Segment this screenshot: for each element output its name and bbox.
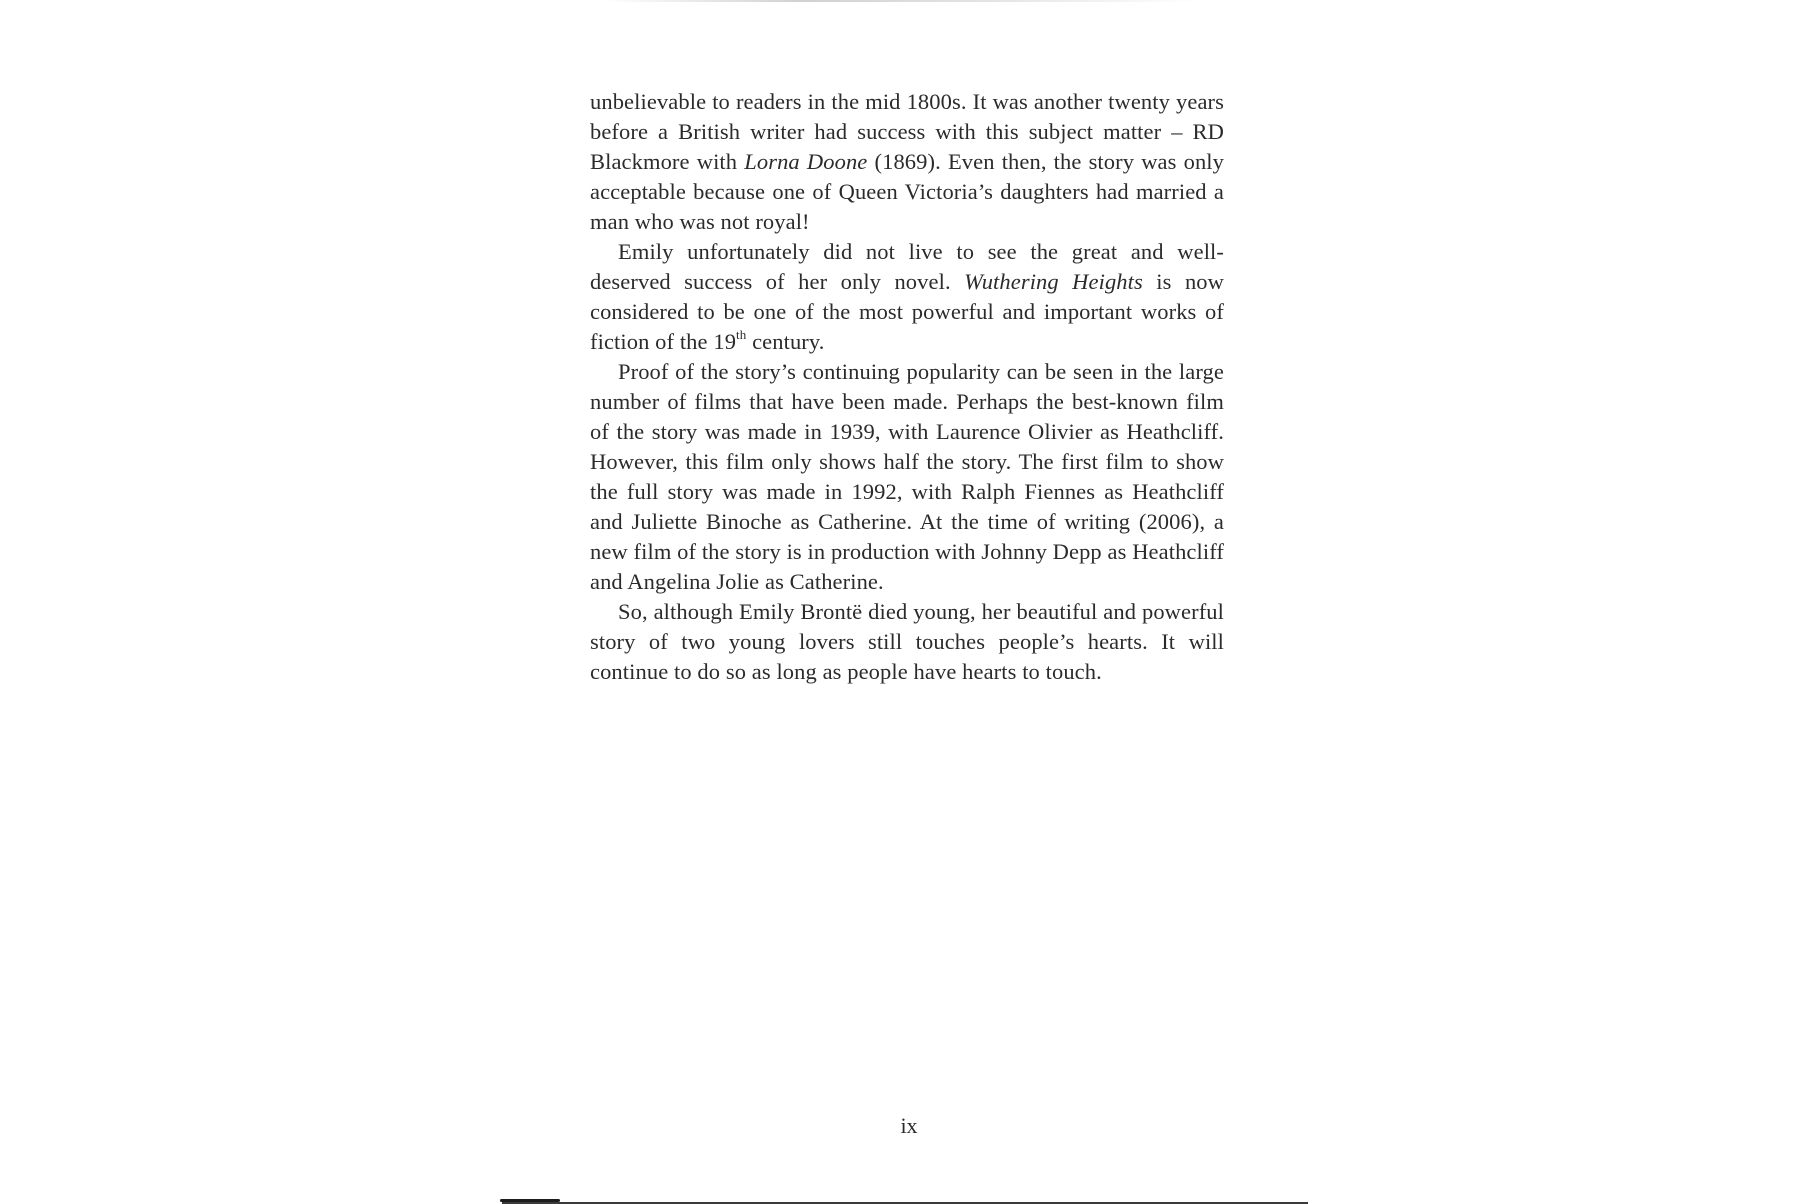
text-run: (1869). Even then, the story was only acceptable because one of Queen Victoria’s daughters had married a man who was not royal! — [590, 149, 1225, 234]
text-run: Proof of the story’s continuing popularity can be seen in the large number of films that have been made. Perhaps the best-known film of the story was made in 1939, with Laurence Olivier as Heathcliff. However, this film only shows half the story. The first film to show the full story was made in 1992, with Ralph Fiennes as Heathcliff and Juliette Binoche as Catherine. At the time of writing (2006), a new film of the story is in production with Johnny Depp as Heathcliff and Angelina Jolie as Catherine. — [590, 359, 1224, 594]
text-run: is now considered to be one of the most powerful and important works of fiction of the 19 — [590, 269, 1224, 354]
body-text — [590, 87, 1224, 687]
italic-title: Lorna Doone — [744, 149, 868, 174]
paragraph — [590, 597, 1224, 687]
text-run: Emily unfortunately did not live to see the great and well-deserved success of her only novel. — [590, 239, 1224, 294]
paragraph — [590, 87, 1224, 237]
paragraph — [590, 357, 1224, 597]
text-run: unbelievable to readers in the mid 1800s. It was another twenty years before a British writer had success with this subject matter – RD Blackmore with — [590, 89, 1224, 174]
text-run: So, although Emily Brontë died young, her beautiful and powerful story of two young lovers still touches people’s hearts. It will continue to do so as long as people have hearts to touch. — [590, 599, 1224, 684]
paragraph — [590, 237, 1224, 357]
italic-title: Wuthering Heights — [964, 269, 1143, 294]
page-number: ix — [900, 1113, 918, 1138]
text-run: century. — [746, 329, 825, 354]
ordinal-suffix: th — [736, 326, 747, 342]
scan-edge-top — [600, 0, 1200, 2]
